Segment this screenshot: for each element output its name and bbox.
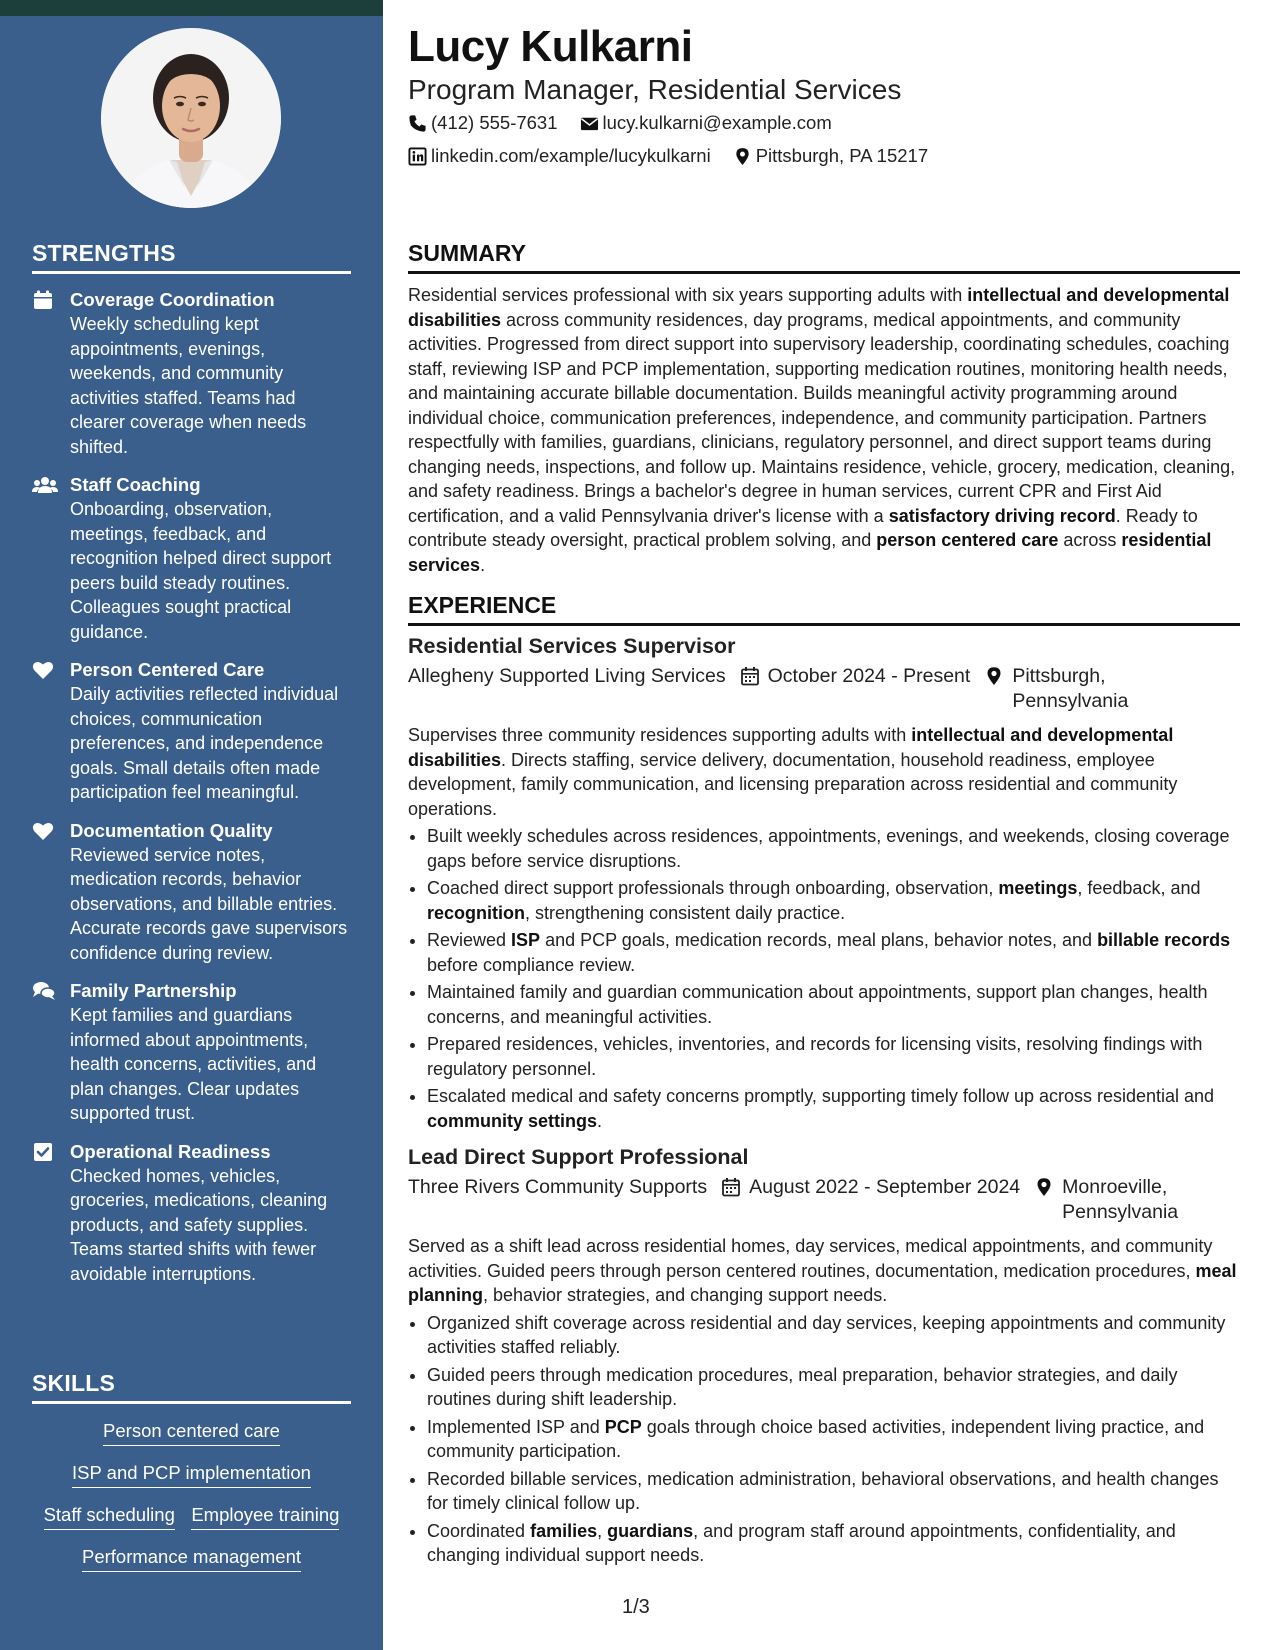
strength-title: Documentation Quality	[70, 819, 273, 841]
bold-phrase: satisfactory driving record	[888, 505, 1116, 526]
job-bullet: • Organized shift coverage across residential and day services, keeping appointments and community activities staffed reliably.	[427, 1311, 1240, 1360]
strength-title: Person Centered Care	[70, 659, 265, 680]
job-title: Residential Services Supervisor	[408, 634, 736, 658]
strength-item	[32, 819, 351, 966]
contact-phone[interactable]	[408, 112, 558, 134]
calendar-icon	[740, 666, 760, 686]
job-bullet: • Maintained family and guardian communication about appointments, support plan changes, health concerns, and meaningful activities.	[427, 980, 1240, 1029]
job-intro: Supervises three community residences supporting adults with intellectual and developmental disabilities. Directs staffing, service delivery, documentation, household readiness, employee development, family communication, and licensing preparation across residential and community operations.	[408, 725, 1178, 819]
strength-item	[32, 1140, 351, 1287]
email-text: lucy.kulkarni@example.com	[602, 112, 832, 133]
bold-phrase: meetings	[998, 878, 1078, 898]
strength-description: Daily activities reflected individual choices, communication preferences, and independence goals. Small details often made participation feel meaningful.	[70, 684, 339, 802]
job-dates-text: August 2022 - September 2024	[749, 1176, 1021, 1198]
skill-tag: ISP and PCP implementation	[72, 1462, 311, 1488]
location-text: Pittsburgh, PA 15217	[755, 145, 929, 166]
strength-item	[32, 473, 351, 644]
strength-item	[32, 288, 351, 459]
bold-phrase: person centered care	[876, 530, 1059, 550]
contact-row	[408, 112, 854, 134]
skill-tag: Staff scheduling	[44, 1504, 175, 1530]
job-dates-text: October 2024 - Present	[767, 665, 971, 687]
job-bullet: • Implemented ISP and PCP goals through choice based activities, independent living practice, and community participation.	[427, 1415, 1240, 1464]
job-bullet: • Escalated medical and safety concerns promptly, supporting timely follow up across residential and community settings.	[427, 1084, 1240, 1133]
bold-phrase: ISP	[511, 930, 541, 950]
job-meta	[408, 664, 1240, 714]
contact-linkedin[interactable]	[408, 145, 711, 167]
job-meta	[408, 1175, 1240, 1225]
contact-row	[408, 145, 950, 167]
envelope-icon	[580, 114, 599, 133]
bold-phrase: meal planning	[408, 1260, 1237, 1305]
job-location	[1034, 1175, 1184, 1225]
candidate-role: Program Manager, Residential Services	[408, 74, 902, 105]
contact-location	[733, 145, 928, 167]
job-bullet: • Built weekly schedules across residences, appointments, evenings, and weekends, closing coverage gaps before service disruptions.	[427, 824, 1240, 873]
candidate-name: Lucy Kulkarni	[408, 22, 693, 71]
job-location	[984, 664, 1129, 714]
bold-phrase: intellectual and developmental disabilities	[408, 285, 1230, 330]
job-bullet: • Reviewed ISP and PCP goals, medication records, meal plans, behavior notes, and billable records before compliance review.	[427, 928, 1240, 977]
job-bullets	[408, 824, 1240, 1133]
strength-title: Staff Coaching	[70, 474, 201, 495]
strength-description: Reviewed service notes, medication records, behavior observations, and billable entries. Accurate records gave supervisors confidence during review.	[70, 844, 348, 963]
strength-description: Weekly scheduling kept appointments, evenings, weekends, and community activities staffed. Teams had clearer coverage when needs shifted.	[70, 314, 307, 457]
bold-phrase: PCP	[604, 1416, 642, 1437]
job-dates	[740, 664, 971, 689]
calendar-icon	[721, 1177, 741, 1197]
strength-description: Kept families and guardians informed about appointments, health concerns, activities, and plan changes. Clear updates supported trust.	[70, 1005, 317, 1123]
job-intro: Served as a shift lead across residential homes, day services, medical appointments, and community activities. Guided peers through person centered routines, documentation, medication procedures, meal planning, behavior strategies, and changing support needs.	[408, 1236, 1237, 1305]
bold-phrase: recognition	[427, 902, 525, 923]
job-bullet: • Recorded billable services, medication administration, behavioral observations, and health changes for timely clinical follow up.	[427, 1467, 1240, 1516]
skills-heading: SKILLS	[32, 1370, 351, 1404]
sidebar	[0, 0, 383, 1650]
skill-row	[32, 1420, 351, 1446]
bold-phrase: intellectual and developmental disabilities	[408, 725, 1174, 770]
job-company: Allegheny Supported Living Services	[408, 665, 726, 687]
map-pin-icon	[733, 147, 752, 166]
strength-item	[32, 979, 351, 1126]
strength-item	[32, 658, 351, 805]
contact-email[interactable]	[580, 112, 832, 134]
sidebar-top-bar	[0, 0, 383, 16]
bold-phrase: families	[530, 1520, 598, 1541]
skill-tag: Person centered care	[103, 1420, 280, 1446]
bold-phrase: community settings	[427, 1110, 598, 1131]
skill-tag: Employee training	[191, 1504, 339, 1530]
job-bullet: • Coached direct support professionals through onboarding, observation, meetings, feedback, and recognition, strengthening consistent daily practice.	[427, 876, 1240, 925]
calendar-icon	[32, 289, 54, 311]
strength-description: Onboarding, observation, meetings, feedback, and recognition helped direct support peers build steady routines. Colleagues sought practical guidance.	[70, 499, 332, 642]
job-body	[408, 723, 1240, 1136]
strengths-heading: STRENGTHS	[32, 240, 351, 274]
bold-phrase: guardians	[607, 1520, 694, 1541]
strengths-section	[32, 240, 351, 1286]
job-bullet: • Prepared residences, vehicles, inventories, and records for licensing visits, resolving findings with regulatory personnel.	[427, 1032, 1240, 1081]
job-bullet: • Coordinated families, guardians, and program staff around appointments, confidentiality, and changing individual support needs.	[427, 1519, 1240, 1568]
skill-tag: Performance management	[82, 1546, 301, 1572]
strength-title: Coverage Coordination	[70, 289, 275, 310]
strength-title: Operational Readiness	[70, 1140, 271, 1162]
experience-heading: EXPERIENCE	[408, 592, 1240, 626]
summary-text: Residential services professional with six years supporting adults with intellectual and developmental disabilities across community residences, day programs, medical appointments, and community activities. Progressed from direct support into supervisory leadership, coordinating schedules, coaching staff, reviewing ISP and PCP implementation, supporting medication routines, monitoring health needs, and maintaining accurate billable documentation. Builds meaningful activity programming around individual choice, communication preferences, independence, and community participation. Partners respectfully with families, guardians, clinicians, regulatory personnel, and direct support teams during changing needs, inspections, and follow up. Maintains residence, vehicle, grocery, medication, cleaning, and safety readiness. Brings a bachelor's degree in human services, current CPR and First Aid certification, and a valid Pennsylvania driver's license with a satisfactory driving record. Ready to contribute steady oversight, practical problem solving, and person centered care across residential services.	[408, 285, 1236, 575]
skills-section	[32, 1370, 351, 1572]
skill-row	[32, 1504, 351, 1530]
heart-icon	[32, 659, 54, 681]
job-location-text: Pittsburgh, Pennsylvania	[1012, 665, 1129, 712]
job-body	[408, 1234, 1240, 1571]
heart-icon	[32, 820, 54, 842]
phone-icon	[408, 114, 427, 133]
bold-phrase: billable records	[1097, 930, 1231, 950]
skill-row	[32, 1546, 351, 1572]
job-bullet: • Guided peers through medication procedures, meal preparation, behavior strategies, and daily routines during shift leadership.	[427, 1363, 1240, 1412]
bold-phrase: residential services	[408, 530, 1212, 575]
job-dates	[721, 1175, 1020, 1200]
profile-photo	[101, 28, 281, 208]
job-title: Lead Direct Support Professional	[408, 1145, 749, 1169]
phone-text: (412) 555-7631	[431, 112, 558, 133]
map-pin-icon	[1034, 1177, 1054, 1197]
linkedin-text: linkedin.com/example/lucykulkarni	[431, 145, 711, 166]
skill-row	[32, 1462, 351, 1488]
comments-icon	[32, 980, 54, 1002]
page-number: 1/3	[622, 1596, 650, 1618]
strength-description: Checked homes, vehicles, groceries, medications, cleaning products, and safety supplies. Teams started shifts with fewer avoidable interruptions.	[70, 1165, 328, 1284]
job-bullets	[408, 1311, 1240, 1568]
checkbox-icon	[32, 1141, 54, 1163]
job-location-text: Monroeville, Pennsylvania	[1062, 1176, 1179, 1223]
strength-title: Family Partnership	[70, 980, 237, 1001]
job-company: Three Rivers Community Supports	[408, 1176, 708, 1198]
users-icon	[32, 474, 54, 496]
map-pin-icon	[984, 666, 1004, 686]
summary-heading: SUMMARY	[408, 240, 1240, 274]
linkedin-icon	[408, 147, 427, 166]
